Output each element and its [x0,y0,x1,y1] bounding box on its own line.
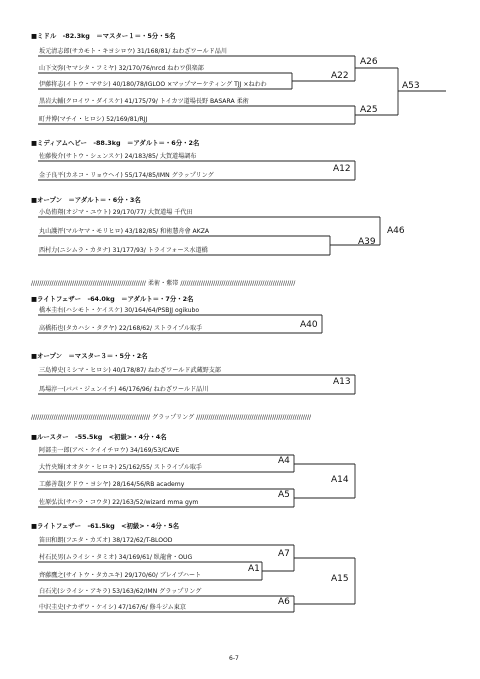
entry: 村石民男(ムライシ・タミオ) 34/169/61/ 臥龍會・OUG [39,554,193,561]
match-label: A53 [402,81,420,91]
entry: 橋本圭右(ハシモト・ケイスケ) 30/164/64/PSBJJ ogikubo [39,307,200,314]
category-heading: ■ルースター -55.5kg <初級>・4分・4名 [31,433,167,441]
match-label: A26 [360,57,378,67]
match-label: A39 [358,237,376,247]
match-label: A13 [333,377,351,387]
entry: 佐藤俊介(サトウ・シュンスケ) 24/183/85/ 大賀道場調布 [39,153,197,160]
category-heading: ■オープン ＝アダルト＝・6分・3名 [31,196,141,204]
entry: 齊藤鷹之(サイトウ・タカユキ) 29/170/60/ ブレイブハート [39,572,202,579]
entry: 高橋拓也(タカハシ・タクヤ) 22/168/62/ ストライプル取手 [39,325,203,332]
match-label: A5 [278,490,290,500]
match-label: A4 [278,456,290,466]
entry: 阿部圭一郎(アベ・ケイイチロウ) 34/169/53/CAVE [39,447,180,454]
match-label: A22 [331,71,349,81]
entry: 黒岩大輔(クロイワ・ダイスケ) 41/175/79/ トイカツ道場長野 BASARA 柔術 [39,98,249,105]
entry: 佐原弘汰(サハラ・コウタ) 22/163/52/wizard mma gym [39,499,199,506]
match-label: A15 [331,574,349,584]
match-label: A1 [248,564,260,574]
entry: 山下文弥(ヤマシタ・フミヤ) 32/170/76/nrcd ねわワ倶楽部 [39,65,204,72]
match-label: A14 [331,475,349,485]
entry: 町井博(マチイ・ヒロシ) 52/169/81/RJJ [39,116,148,123]
entry: 笛田和朗(フエタ・カズオ) 38/172/62/T-BLOOD [39,537,173,544]
category-heading: ■オープン ＝マスター３＝・5分・2名 [31,352,148,360]
category-heading: ■ミドル -82.3kg ＝マスター１＝・5分・5名 [31,32,176,40]
entry: 三島博史(ミシマ・ヒロシ) 40/178/87/ ねわざワールド武蔵野支部 [39,367,221,374]
match-label: A7 [278,549,290,559]
entry: 白石光(シライシ・アキラ) 53/163/62/IMN グラップリング [39,588,202,595]
entry: 大竹央輝(オオタケ・ヒロキ) 25/162/55/ ストライプル取手 [39,464,203,471]
entry: 西村力(ニシムラ・カタナ) 31/177/93/ トライフォース水道橋 [39,247,208,254]
section-divider: //////////////////////////////////////////////////////// 柔術・紫帯 //////////////////////////////////////////////////////// [31,280,296,287]
section-divider: ////////////////////////////////////////////////////////// グラップリング //////////////////////////////////////////////////////// [31,414,312,421]
entry: 工藤善哉(クドウ・ヨシヤ) 28/164/56/RB academy [39,481,185,488]
match-label: A12 [333,164,351,174]
category-heading: ■ライトフェザー -64.0kg ＝アダルト＝・7分・2名 [31,295,194,303]
category-heading: ■ライトフェザー -61.5kg <初級>・4分・5名 [31,522,180,530]
entry: 伊藤将志(イトウ・マサシ) 40/180/78/IGLOO ×マップマーケティング TJJ ×ねわわ [39,81,267,88]
match-label: A46 [387,226,405,236]
match-label: A40 [300,320,318,330]
entry: 中沢圭史(ナカザワ・ケイシ) 47/167/6/ 修斗ジム東京 [39,604,186,611]
entry: 金子良平(カネコ・リョウヘイ) 55/174/85/IMN グラップリング [39,172,214,179]
page-number: 6-7 [229,655,239,662]
entry: 馬場淳一(ババ・ジュンイチ) 46/176/96/ ねわざワールド品川 [39,386,209,393]
match-label: A6 [278,597,290,607]
entry: 坂元清志郎(サカモト・キヨシロウ) 31/168/81/ ねわざワールド品川 [39,48,227,55]
entry: 小島侑翔(オジマ・ユウト) 29/170/77/ 大賀道場 千代田 [39,209,193,216]
match-label: A25 [360,105,378,115]
entry: 丸山護泙(マルヤマ・モリヒロ) 43/182/85/ 和術慧舟會 AKZA [39,228,210,235]
category-heading: ■ミディアムヘビー -88.3kg ＝アダルト＝・6分・2名 [31,139,200,147]
